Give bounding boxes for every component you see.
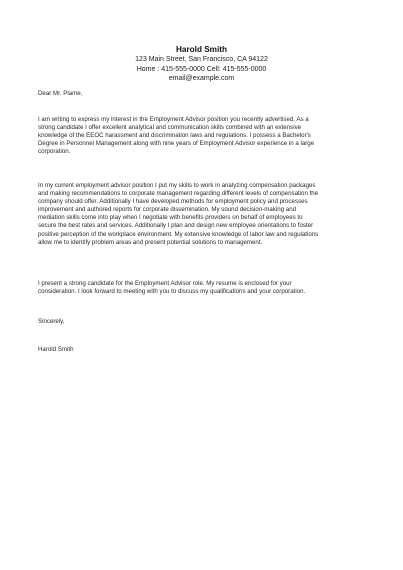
paragraph-line: I am writing to express my interest in the Employment Advisor position you recently advertised. As a bbox=[38, 116, 309, 123]
paragraph-line: allow me to identify problem areas and present potential solutions to management. bbox=[38, 238, 263, 246]
paragraph-line: consideration. I look forward to meeting with you to discuss my qualifications and your corporation. bbox=[38, 288, 306, 296]
paragraph-line: positive perception of the workplace environment. My extensive knowledge of labor law and regulations bbox=[38, 230, 319, 238]
paragraph-line: secure the best rates and services. Additionally I plan and design new employee orientations to foster bbox=[38, 222, 314, 230]
paragraph-line: strong candidate I offer excellent analytical and communication skills combined with an extensive bbox=[38, 124, 302, 132]
paragraph-line: I present a strong candidate for the Employment Advisor role. My resume is enclosed for your bbox=[38, 280, 292, 287]
letterhead bbox=[0, 44, 403, 84]
paragraph-line: mediation skills come into play when I negotiate with benefits providers on behalf of employees to bbox=[38, 214, 303, 222]
sender-email: email@example.com bbox=[168, 75, 235, 83]
salutation: Dear Mr. Plame, bbox=[38, 90, 83, 97]
paragraph-line: company should offer. Additionally I have developed methods for employment policy and processes bbox=[38, 198, 308, 206]
body-paragraph-1 bbox=[38, 116, 368, 156]
paragraph-line: Degree in Personnel Management along with nine years of Employment Advisor experience in a large bbox=[38, 140, 315, 148]
closing: Sincerely, bbox=[38, 318, 65, 325]
signature-name: Harold Smith bbox=[38, 346, 74, 353]
paragraph-line: knowledge of the EEOC harassment and discrimination laws and regulations. I possess a Bachelor's bbox=[38, 132, 311, 140]
body-paragraph-3 bbox=[38, 280, 368, 296]
paragraph-line: corporation. bbox=[38, 148, 71, 156]
sender-phones: Home : 415-555-0000 Cell: 415-555-0000 bbox=[136, 65, 267, 73]
sender-name: Harold Smith bbox=[176, 45, 227, 54]
paragraph-line: and making recommendations to corporate management regarding different levels of compensation the bbox=[38, 190, 319, 198]
body-paragraph-2 bbox=[38, 182, 368, 247]
paragraph-line: improvement and authored reports for corporate dissemination. My sound decision-making and bbox=[38, 206, 297, 214]
paragraph-line: In my current employment advisor position I put my skills to work in analyzing compensation packages bbox=[38, 182, 316, 189]
sender-address: 123 Main Street, San Francisco, CA 94122 bbox=[135, 56, 268, 63]
